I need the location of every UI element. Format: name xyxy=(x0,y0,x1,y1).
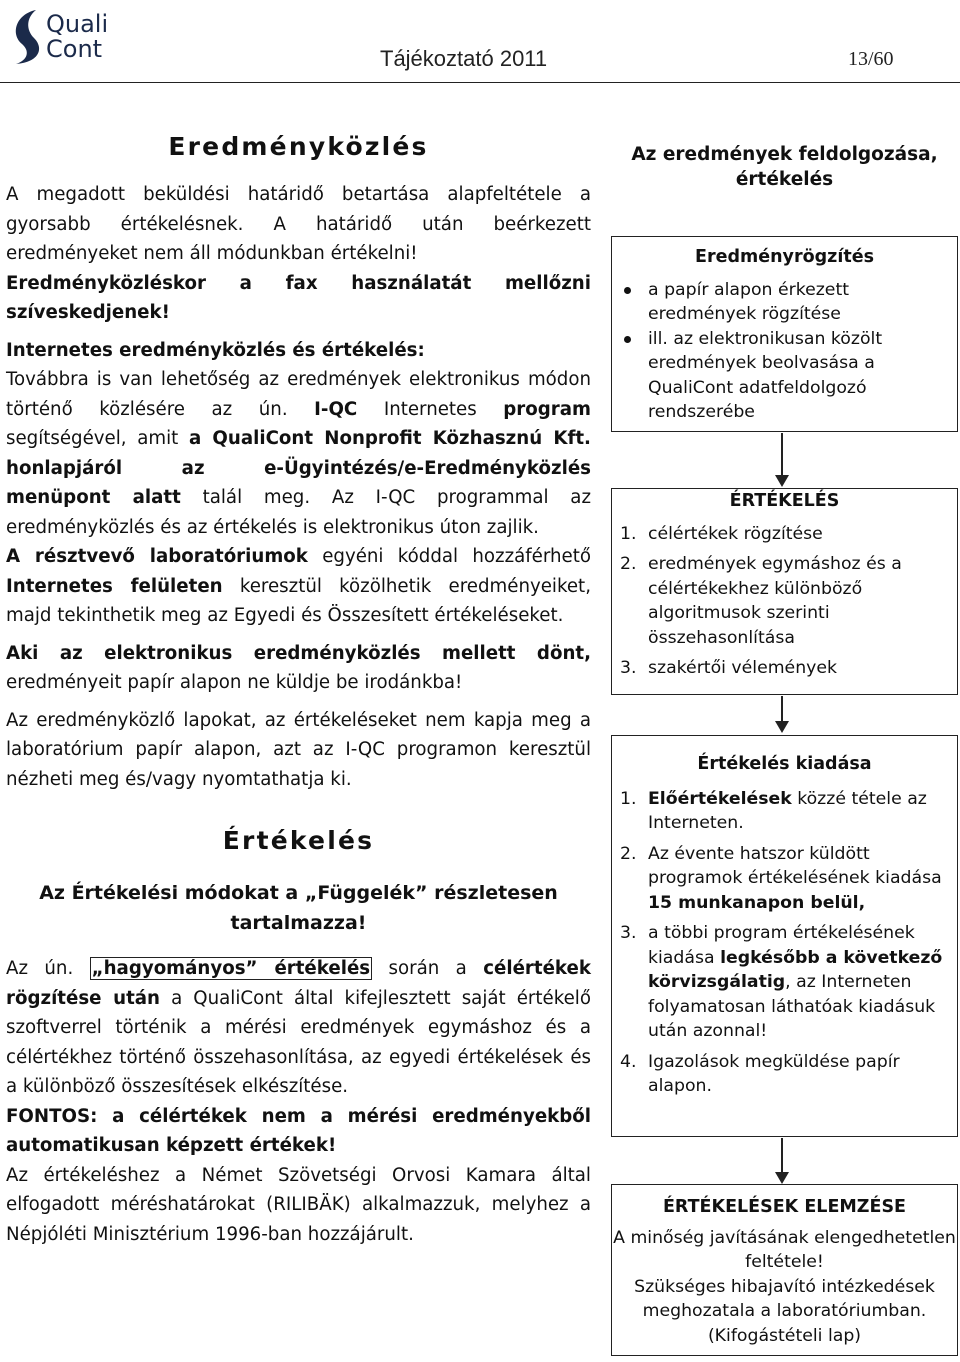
analysis-line: (Kifogástételi lap) xyxy=(707,1325,862,1346)
traditional-evaluation-boxed: „hagyományos” értékelés xyxy=(91,958,371,979)
paragraph-electronic: Aki az elektronikus eredményközlés mellett dönt, eredményeit papír alapon ne küldje be irodánkba! xyxy=(6,642,591,693)
paragraph-deadline: A megadott beküldési határidő betartása alapfeltétele a gyorsabb értékelésnek. A határidő után beérkezett eredményeket nem áll módunkban értékelni! Eredményközléskor a fax használatát mellőzni szíveskedjenek! xyxy=(6,184,591,323)
qualicont-logo xyxy=(6,4,156,66)
logo-text-bottom: Cont xyxy=(46,35,103,63)
header-divider xyxy=(0,82,960,83)
box-evaluation-release xyxy=(611,735,958,1137)
evaluation-list xyxy=(612,522,957,681)
paragraph-traditional: Az ún. „hagyományos” értékelés során a célértékek rögzítése után a QualiCont által kifejlesztett saját értékelő szoftverrel történik a mérési eredmények egymáshoz és a célértékhez történő összehasonlítása, az egyedi értékelések és a különböző összesítések elkészítése. xyxy=(6,958,591,1097)
page-number: 13/60 xyxy=(848,48,894,70)
bullet-icon xyxy=(624,336,631,343)
analysis-line: A minőség javításának elengedhetetlen feltétele! xyxy=(613,1227,956,1272)
paragraph-participants: A résztvevő laboratóriumok egyéni kóddal hozzáférhető Internetes felületen keresztül közölhetik eredményeiket, majd tekinthetik meg az Egyedi és Összesített értékeléseket. xyxy=(6,546,591,626)
header-title: Tájékoztató 2011 xyxy=(380,46,548,71)
section-heading-eredmenykozles: Eredményközlés xyxy=(168,132,429,161)
paragraph-internet: Internetes eredményközlés és értékelés: Továbbra is van lehetőség az eredmények elektronikus módon történő közlésére az ún. I-QC Internetes program segítségével, amit a QualiCont Nonprofit Közhasznú Kft. honlapjáról az e-Ügyintézés/e-Eredményközlés menüpont alatt talál meg. Az I-QC programmal az eredményközlés és az értékelés is elektronikus úton zajlik. xyxy=(6,339,591,538)
paragraph-rilibak: Az értékeléshez a Német Szövetségi Orvosi Kamara által elfogadott méréshatárokat (RILIBÄK) alkalmazzuk, melyhez a Népjóléti Minisztérium 1996-ban hozzájárult. xyxy=(6,1164,591,1245)
list-item: 3. szakértői vélemények xyxy=(620,658,838,678)
flow-arrow-line xyxy=(781,433,783,477)
box-evaluation-analysis xyxy=(611,1184,958,1356)
flow-arrow-line xyxy=(781,696,783,722)
box-result-recording xyxy=(611,236,958,432)
box-title-release: Értékelés kiadása xyxy=(697,754,872,774)
analysis-line: Szükséges hibajavító intézkedések meghozatala a laboratóriumban. xyxy=(634,1276,935,1321)
list-item: 2. eredmények egymáshoz és a célértékekhez különböző algoritmusok szerinti összehasonlítása xyxy=(620,554,902,648)
arrow-down-icon xyxy=(775,721,789,733)
list-item: 1. célértékek rögzítése xyxy=(620,523,823,544)
list-item: ill. az elektronikusan közölt eredmények beolvasása a QualiCont adatfeldolgozó rendszerébe xyxy=(612,327,957,425)
bullet-icon xyxy=(624,287,631,294)
box-title-analysis: ÉRTÉKELÉSEK ELEMZÉSE xyxy=(662,1197,907,1217)
flow-title: Az eredmények feldolgozása, értékelés xyxy=(631,144,938,190)
internet-heading: Internetes eredményközlés és értékelés: xyxy=(6,339,425,361)
list-item: a papír alapon érkezett eredmények rögzítése xyxy=(612,278,957,327)
left-column xyxy=(6,128,591,1249)
fax-warning: Eredményközléskor a fax használatát mellőzni szíveskedjenek! xyxy=(6,272,591,323)
list-item: 2. Az évente hatszor küldött programok értékelésének kiadása 15 munkanapon belül, xyxy=(620,843,942,913)
arrow-down-icon xyxy=(775,475,789,487)
appendix-note: Az Értékelési módokat a „Függelék” részletesen tartalmazza! xyxy=(39,882,558,934)
release-list xyxy=(612,787,957,1099)
recording-list xyxy=(612,278,957,425)
logo-swoosh-icon xyxy=(16,10,39,64)
list-item: 1. Előértékelések közzé tétele az Interneten. xyxy=(620,788,927,833)
box-title-recording: Eredményrögzítés xyxy=(695,247,874,267)
list-item: 4. Igazolások megküldése papír alapon. xyxy=(620,1051,900,1096)
logo-text-top: Quali xyxy=(46,10,109,38)
box-evaluation xyxy=(611,488,958,695)
arrow-down-icon xyxy=(775,1172,789,1184)
list-item: 3. a többi program értékelésének kiadása legkésőbb a következő körvizsgálatig, az Interneten folyamatosan láthatóak kiadásuk után azonnal! xyxy=(620,923,943,1041)
section-heading-ertekeles: Értékelés xyxy=(222,826,375,855)
flow-arrow-line xyxy=(781,1138,783,1174)
important-note: FONTOS: a célértékek nem a mérési eredményekből automatikusan képzett értékek! xyxy=(6,1105,591,1156)
paragraph-sheets: Az eredményközlő lapokat, az értékeléseket nem kapja meg a laboratórium papír alapon, azt az I-QC programon keresztül nézheti meg és/vagy nyomtathatja ki. xyxy=(6,709,591,790)
box-title-evaluation: ÉRTÉKELÉS xyxy=(729,491,840,511)
